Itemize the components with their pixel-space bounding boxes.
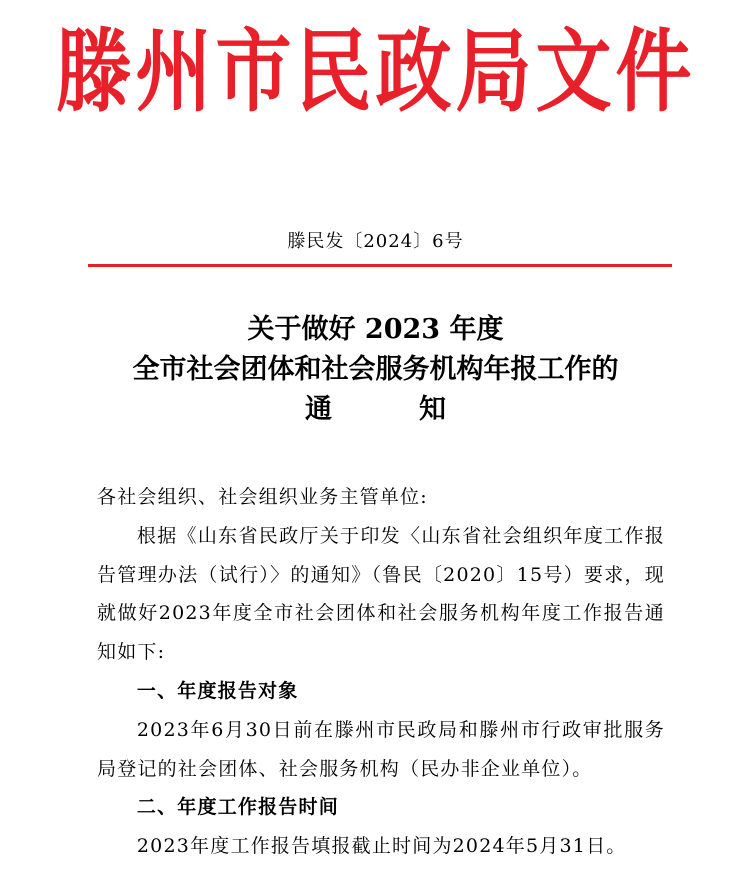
addressee-line: 各社会组织、社会组织业务主管单位:: [97, 486, 428, 508]
red-divider-line: [88, 264, 672, 267]
notice-title-line-3: 通 知: [305, 394, 476, 425]
section-1-heading: 一、年度报告对象: [136, 679, 299, 702]
document-number: 滕民发〔2024〕6号: [287, 231, 464, 252]
notice-title-line-1: 关于做好 2023 年度: [247, 314, 504, 345]
document-header-title: 滕州市民政局文件: [55, 23, 696, 123]
intro-paragraph: 根据《山东省民政厅关于印发〈山东省社会组织年度工作报告管理办法（试行）〉的通知》（鲁民〔2020〕15号）要求，现就做好2023年度全市社会团体和社会服务机构年度工作报告通知如下:: [97, 524, 665, 664]
notice-body: [97, 478, 665, 866]
section-2-text: 2023年度工作报告填报截止时间为2024年5月31日。: [136, 835, 627, 858]
section-1-text: 2023年6月30日前在滕州市民政局和滕州市行政审批服务局登记的社会团体、社会服务机构（民办非企业单位）。: [97, 718, 665, 780]
notice-title: [0, 310, 751, 430]
notice-title-line-2: 全市社会团体和社会服务机构年报工作的: [132, 354, 619, 385]
section-2-heading: 二、年度工作报告时间: [136, 796, 339, 819]
